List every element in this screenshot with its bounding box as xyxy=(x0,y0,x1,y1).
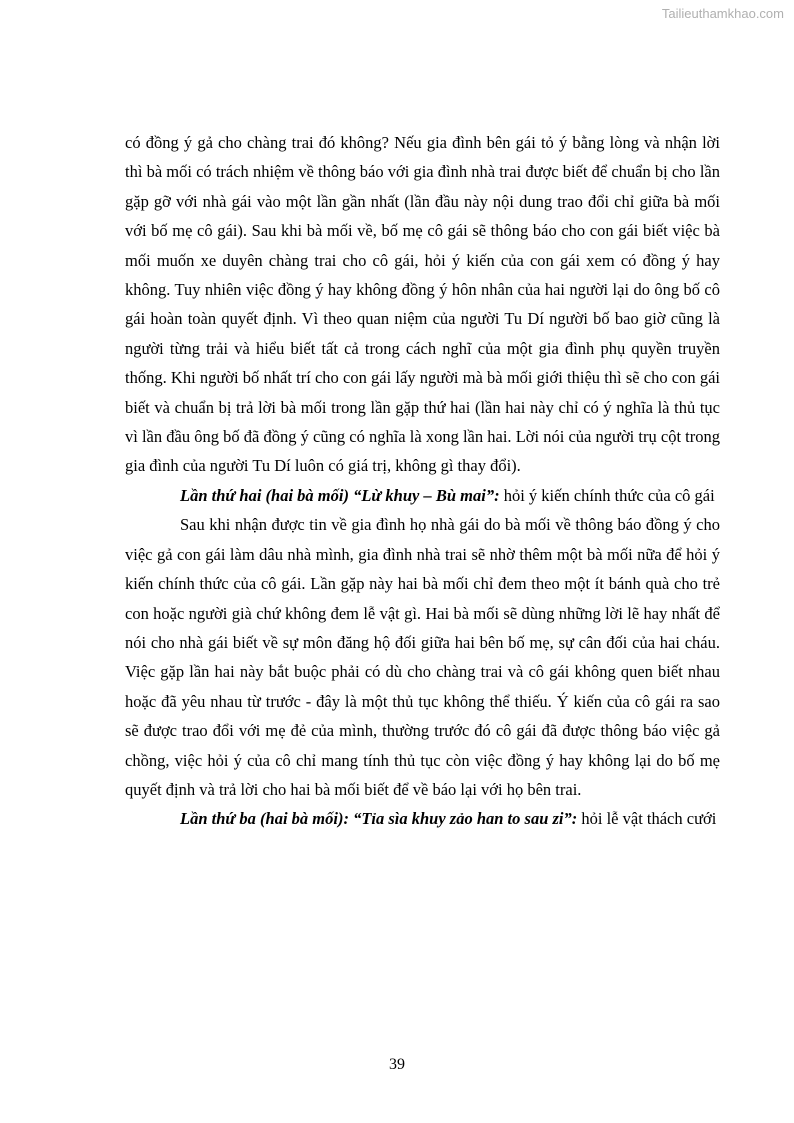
paragraph-1 xyxy=(125,128,720,481)
paragraph-2 xyxy=(125,481,720,510)
paragraph-4 xyxy=(125,804,720,833)
paragraph-1-text: có đồng ý gả cho chàng trai đó không? Nếu gia đình bên gái tỏ ý bằng lòng và nhận lời thì bà mối có trách nhiệm về thông báo với gia đình nhà trai được biết để chuẩn bị cho lần gặp gỡ với nhà gái vào một lần gần nhất (lần đầu này nội dung trao đổi chỉ giữa bà mối với bố mẹ cô gái). Sau khi bà mối về, bố mẹ cô gái sẽ thông báo cho con gái biết việc bà mối muốn xe duyên chàng trai cho cô gái, hỏi ý kiến của con gái xem có đồng ý hay không. Tuy nhiên việc đồng ý hay không đồng ý hôn nhân của hai người lại do ông bố cô gái hoàn toàn quyết định. Vì theo quan niệm của người Tu Dí người bố bao giờ cũng là người từng trải và hiểu biết tất cả trong cách nghĩ của một gia đình phụ quyền truyền thống. Khi người bố nhất trí cho con gái lấy người mà bà mối giới thiệu thì sẽ cho con gái biết và chuẩn bị trả lời bà mối trong lần gặp thứ hai (lần hai này chỉ có ý nghĩa là thủ tục vì lần đầu ông bố đã đồng ý cũng có nghĩa là xong lần hai. Lời nói của người trụ cột trong gia đình của người Tu Dí luôn có giá trị, không gì thay đổi). xyxy=(125,133,720,476)
page-number: 39 xyxy=(389,1056,405,1073)
watermark-text: Tailieuthamkhao.com xyxy=(661,6,784,21)
paragraph-2-text: hỏi ý kiến chính thức của cô gái xyxy=(499,485,715,505)
section-heading-third-visit: Lần thứ ba (hai bà mối): “Tỉa sìa khuy zảo han to sau zi”: xyxy=(180,809,578,829)
document-body xyxy=(125,128,720,834)
section-heading-second-visit: Lần thứ hai (hai bà mối) “Lừ khuy – Bù mai”: xyxy=(180,485,500,505)
paragraph-3-text: Sau khi nhận được tin về gia đình họ nhà gái do bà mối về thông báo đồng ý cho việc gả con gái làm dâu nhà mình, gia đình nhà trai sẽ nhờ thêm một bà mối nữa để hỏi ý kiến chính thức của cô gái. Lần gặp này hai bà mối chỉ đem theo một ít bánh quà cho trẻ con hoặc người già chứ không đem lễ vật gì. Hai bà mối sẽ dùng những lời lẽ hay nhất để nói cho nhà gái biết về sự môn đăng hộ đối giữa hai bên bố mẹ, sự cân đối của hai cháu. Việc gặp lần hai này bắt buộc phải có dù cho chàng trai và cô gái không quen biết nhau hoặc đã yêu nhau từ trước - đây là một thủ tục không thể thiếu. Ý kiến của cô gái ra sao sẽ được trao đổi với mẹ đẻ của mình, thường trước đó cô gái đã được thông báo việc gả chồng, việc hỏi ý của cô chỉ mang tính thủ tục còn việc đồng ý hay không lại do bố mẹ quyết định và trả lời cho hai bà mối biết để về báo lại với họ bên trai. xyxy=(125,515,720,799)
paragraph-3 xyxy=(125,510,720,804)
paragraph-4-text: hỏi lễ vật thách cưới xyxy=(577,809,717,829)
